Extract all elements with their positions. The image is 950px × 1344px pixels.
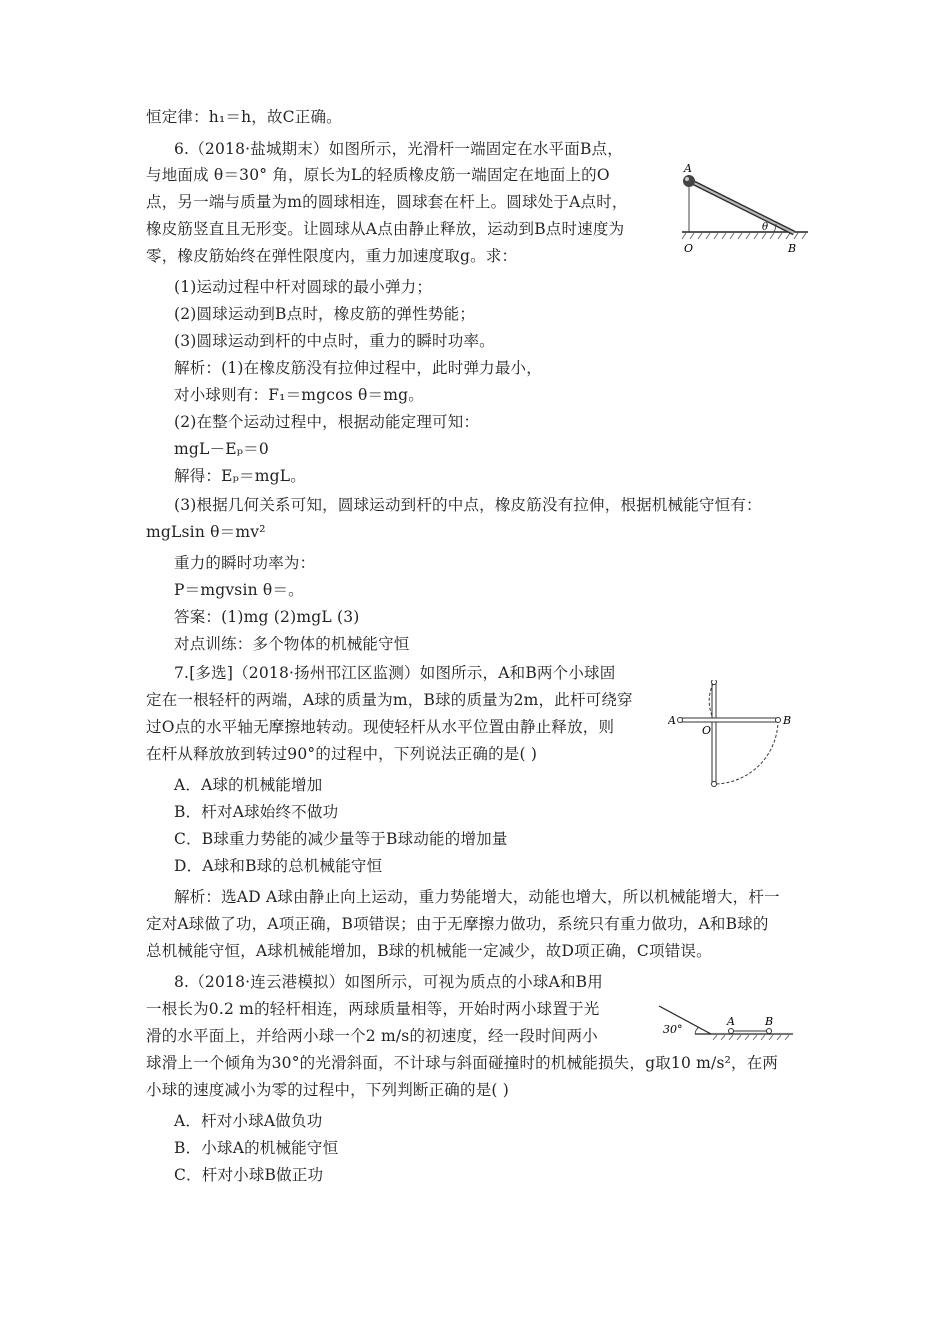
text-line: 点，另一端与质量为m的圆球相连，圆球套在杆上。圆球处于A点时， <box>146 193 628 211</box>
text-line: 8.（2018·连云港模拟）如图所示，可视为质点的小球A和B用 <box>174 973 603 991</box>
text-line: 对小球则有：F₁＝mgcos θ＝mg。 <box>174 386 424 404</box>
text-line: B．杆对A球始终不做功 <box>174 803 339 821</box>
fig7-label-O: O <box>702 724 712 737</box>
text-line: 定在一根轻杆的两端，A球的质量为m，B球的质量为2m，此杆可绕穿 <box>146 691 633 709</box>
text-line: mgLsin θ＝mv² <box>146 523 266 541</box>
text-line: C．B球重力势能的减少量等于B球动能的增加量 <box>174 830 508 848</box>
text-line: mgL－Eₚ＝0 <box>174 440 269 458</box>
text-line: 答案：(1)mg (2)mgL (3) <box>174 608 360 626</box>
fig6-label-O: O <box>684 242 694 255</box>
fig6-label-A: A <box>684 162 692 175</box>
fig7-label-A: A <box>668 714 676 727</box>
text-line: 过O点的水平轴无摩擦地转动。现使轻杆从水平位置由静止释放，则 <box>146 718 615 736</box>
text-line: B．小球A的机械能守恒 <box>174 1139 339 1157</box>
text-line: 橡皮筋竖直且无形变。让圆球从A点由静止释放，运动到B点时速度为 <box>146 220 625 238</box>
text-line: 滑的水平面上，并给两小球一个2 m/s的初速度，经一段时间两小 <box>146 1027 598 1045</box>
text-line: A．A球的机械能增加 <box>174 776 323 794</box>
text-line: 定对A球做了功，A项正确，B项错误；由于无摩擦力做功，系统只有重力做功，A和B球的 <box>146 915 769 933</box>
text-line: C．杆对小球B做正功 <box>174 1166 324 1184</box>
text-line: 在杆从释放放到转过90°的过程中，下列说法正确的是( ) <box>146 745 538 763</box>
text-line: D．A球和B球的总机械能守恒 <box>174 857 383 875</box>
text-line: (3)根据几何关系可知，圆球运动到杆的中点，橡皮筋没有拉伸，根据机械能守恒有： <box>174 496 762 514</box>
text-line: (2)圆球运动到B点时，橡皮筋的弹性势能； <box>174 305 476 323</box>
text-line: (2)在整个运动过程中，根据动能定理可知： <box>174 413 480 431</box>
text-line: 恒定律：h₁＝h，故C正确。 <box>146 108 342 126</box>
text-line: 对点训练：多个物体的机械能守恒 <box>174 635 410 653</box>
text-line: 解得：Eₚ＝mgL。 <box>174 467 306 485</box>
text-line: 解析：选AD A球由静止向上运动，重力势能增大，动能也增大，所以机械能增大，杆一 <box>174 888 780 906</box>
text-line: 球滑上一个倾角为30°的光滑斜面，不计球与斜面碰撞时的机械能损失，g取10 m/s²，在两 <box>146 1054 779 1072</box>
text-line: 重力的瞬时功率为： <box>174 554 316 572</box>
figure-problem-6 <box>670 160 810 260</box>
fig8-label-B: B <box>765 1015 774 1028</box>
text-line: A．杆对小球A做负功 <box>174 1112 323 1130</box>
text-line: 与地面成 θ＝30° 角，原长为L的轻质橡皮筋一端固定在地面上的O <box>146 166 610 184</box>
figure-problem-8 <box>655 1002 795 1042</box>
fig7-label-B: B <box>783 714 792 727</box>
text-line: (1)运动过程中杆对圆球的最小弹力； <box>174 278 433 296</box>
text-line: 总机械能守恒，A球机械能增加，B球的机械能一定减少，故D项正确，C项错误。 <box>146 942 712 960</box>
text-line: 零，橡皮筋始终在弹性限度内，重力加速度取g。求： <box>146 247 518 265</box>
text-line: 解析：(1)在橡皮筋没有拉伸过程中，此时弹力最小， <box>174 359 542 377</box>
text-line: 小球的速度减小为零的过程中，下列判断正确的是( ) <box>146 1081 510 1099</box>
text-line: 6.（2018·盐城期末）如图所示，光滑杆一端固定在水平面B点， <box>174 140 623 158</box>
text-line: 7.[多选]（2018·扬州邗江区监测）如图所示，A和B两个小球固 <box>174 664 616 682</box>
fig6-label-B: B <box>788 242 797 255</box>
text-line: (3)圆球运动到杆的中点时，重力的瞬时功率。 <box>174 332 495 350</box>
fig6-label-theta: θ <box>762 222 769 233</box>
fig8-label-angle: 30° <box>663 1023 683 1036</box>
figure-problem-7 <box>668 680 798 790</box>
fig8-label-A: A <box>727 1015 735 1028</box>
text-line: 一根长为0.2 m的轻杆相连，两球质量相等，开始时两小球置于光 <box>146 1000 600 1018</box>
text-line: P＝mgvsin θ＝。 <box>174 581 304 599</box>
